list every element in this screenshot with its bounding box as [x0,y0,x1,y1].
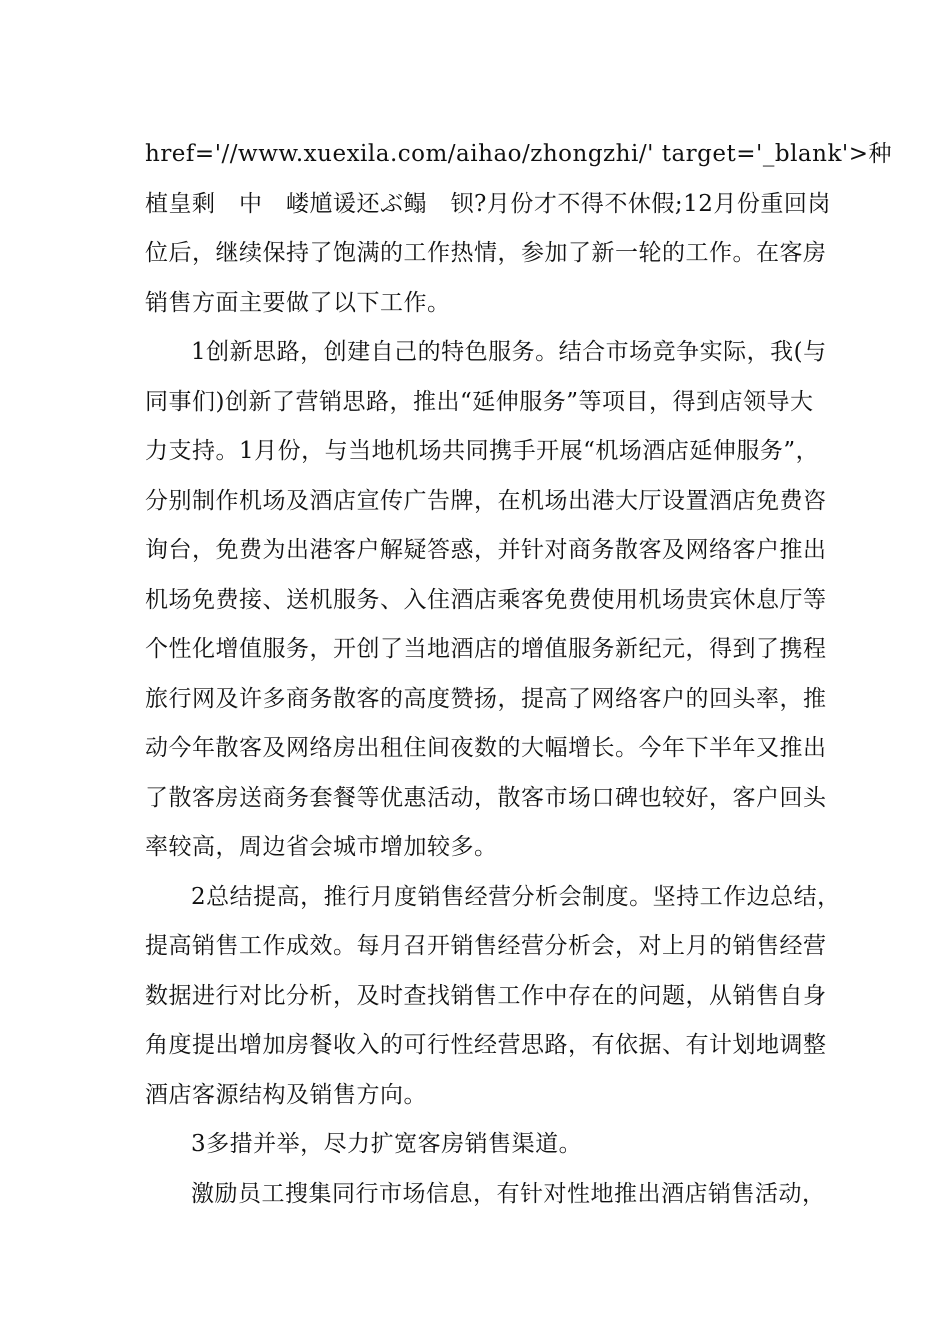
text-line: 位后，继续保持了饱满的工作热情，参加了新一轮的工作。在客房 [145,240,827,266]
text-line: 机场免费接、送机服务、入住酒店乘客免费使用机场贵宾休息厅等 [145,586,827,613]
text-line: 了散客房送商务套餐等优惠活动，散客市场口碑也较好，客户回头 [145,784,827,811]
text-line: 1创新思路，创建自己的特色服务。结合市场竞争实际，我(与 [191,339,827,365]
paragraph-item-1 [145,328,835,873]
text-line: 旅行网及许多商务散客的高度赞扬，提高了网络客户的回头率，推 [145,685,827,712]
text-line: 3多措并举，尽力扩宽客房销售渠道。 [191,1131,583,1157]
text-line: 角度提出增加房餐收入的可行性经营思路，有依据、有计划地调整 [145,1032,827,1058]
paragraph-continuation [145,1170,835,1220]
text-line: 数据进行对比分析，及时查找销售工作中存在的问题，从销售自身 [145,982,827,1009]
text-line: 提高销售工作成效。每月召开销售经营分析会，对上月的销售经营 [145,933,827,959]
text-line: 询台，免费为出港客户解疑答惑，并针对商务散客及网络客户推出 [145,537,827,563]
paragraph-item-2 [145,873,841,1121]
text-line: 率较高，周边省会城市增加较多。 [145,834,498,860]
text-line: 销售方面主要做了以下工作。 [145,289,451,316]
text-line: 个性化增值服务，开创了当地酒店的增值服务新纪元，得到了携程 [145,636,827,662]
paragraph-intro [145,130,892,328]
text-line: 分别制作机场及酒店宣传广告牌，在机场出港大厅设置酒店免费咨 [145,487,827,514]
text-line: 2总结提高，推行月度销售经营分析会制度。坚持工作边总结， [191,883,841,910]
text-line: 力支持。1月份，与当地机场共同携手开展“机场酒店延伸服务”， [145,438,820,464]
text-line: 动今年散客及网络房出租住间夜数的大幅增长。今年下半年又推出 [145,735,827,761]
paragraph-item-3 [145,1120,835,1170]
text-line: 酒店客源结构及销售方向。 [145,1081,427,1108]
text-line: 同事们)创新了营销思路，推出“延伸服务”等项目，得到店领导大 [145,388,814,415]
text-line: 植皇剩 中 嵝馗谖还ぶ鳎 钡?月份才不得不休假;12月份重回岗 [145,190,831,217]
text-line: 激励员工搜集同行市场信息，有针对性地推出酒店销售活动， [191,1180,826,1207]
document-body [145,130,892,1219]
text-line: href='//www.xuexila.com/aihao/zhongzhi/' target='_blank'>种 [145,141,892,167]
